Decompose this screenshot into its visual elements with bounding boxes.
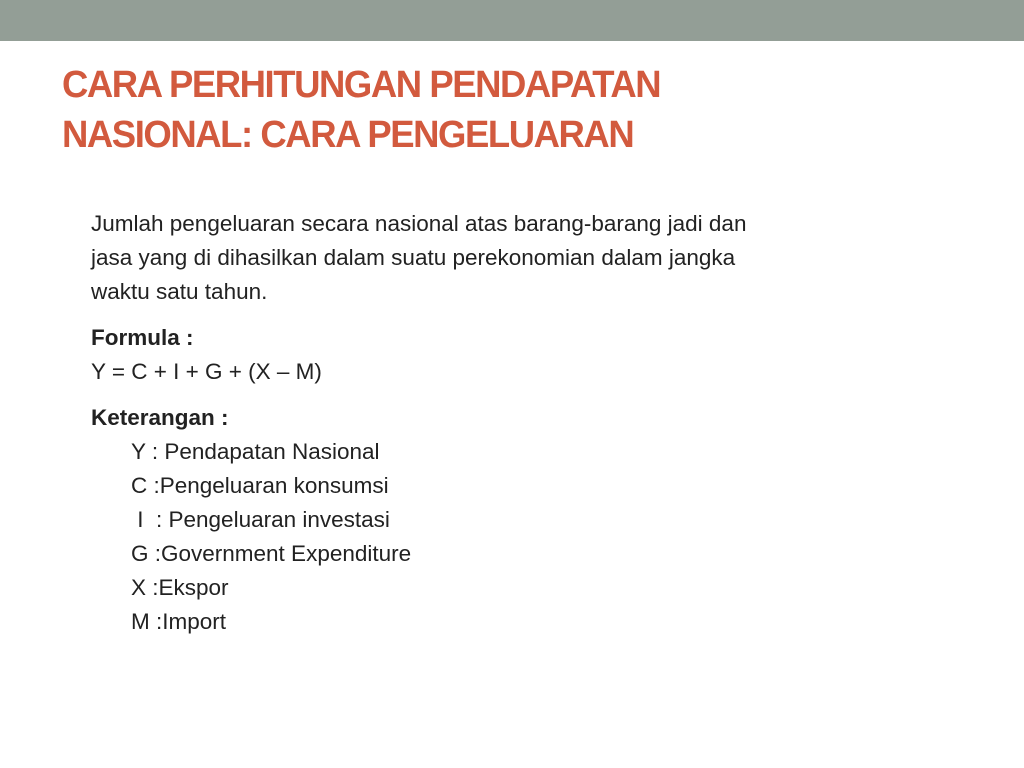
slide-title-line-2: NASIONAL: CARA PENGELUARAN xyxy=(62,114,634,156)
slide-title-line-1: CARA PERHITUNGAN PENDAPATAN xyxy=(62,64,661,106)
description-line: Jumlah pengeluaran secara nasional atas barang-barang jadi dan xyxy=(91,211,747,236)
keterangan-item-g: G :Government Expenditure xyxy=(131,541,412,566)
keterangan-item-x: X :Ekspor xyxy=(131,575,229,600)
keterangan-item-m: M :Import xyxy=(131,609,227,634)
formula-text: Y = C + I + G + (X – M) xyxy=(91,359,322,384)
slide-body xyxy=(91,207,951,639)
keterangan-section xyxy=(91,401,951,639)
keterangan-item-c: C :Pengeluaran konsumsi xyxy=(131,473,389,498)
description-line: waktu satu tahun. xyxy=(91,279,268,304)
keterangan-label: Keterangan : xyxy=(91,405,229,430)
keterangan-item-y: Y : Pendapatan Nasional xyxy=(131,439,380,464)
description-line: jasa yang di dihasilkan dalam suatu perekonomian dalam jangka xyxy=(91,245,736,270)
header-bar xyxy=(0,0,1024,41)
formula-label: Formula : xyxy=(91,325,194,350)
description-paragraph xyxy=(91,207,951,309)
slide-title xyxy=(62,60,926,160)
formula-section xyxy=(91,321,951,389)
keterangan-item-i: I : Pengeluaran investasi xyxy=(131,507,390,532)
